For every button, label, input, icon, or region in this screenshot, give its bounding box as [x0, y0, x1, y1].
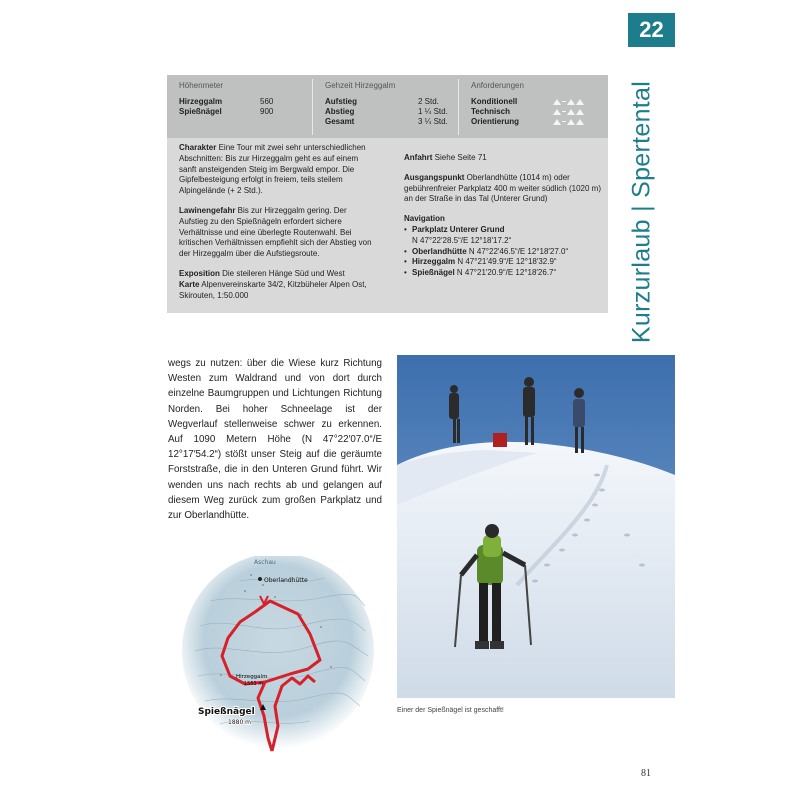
- nav-item: [404, 225, 604, 247]
- triangle-icon: [553, 109, 561, 115]
- hoehenmeter-value: 900: [260, 107, 274, 116]
- map-label-aschau: Aschau: [254, 559, 276, 566]
- nav-label: Parkplatz Unterer Grund: [412, 224, 505, 234]
- map-label-hirzeggalm: Hirzeggalm: [236, 674, 268, 680]
- hoehenmeter-header: Höhenmeter: [179, 81, 224, 90]
- lawinen-paragraph: [179, 206, 375, 260]
- nav-item: [404, 247, 604, 258]
- anfahrt-paragraph: [404, 153, 604, 164]
- nav-item: [404, 268, 604, 279]
- triangle-icon: [567, 109, 575, 115]
- anforderungen-label: Orientierung: [471, 117, 520, 126]
- nav-coord: N 47°21′20.9“/E 12°18′26.7“: [454, 268, 557, 278]
- nav-coord: N 47°22′28.5“/E 12°18′17.2“: [412, 235, 512, 245]
- exposition-label: Exposition: [179, 268, 220, 278]
- gehzeit-value: 3 ¼ Std.: [418, 117, 448, 126]
- anforderungen-header: Anforderungen: [471, 81, 524, 90]
- anforderungen-row: [471, 117, 519, 127]
- ausgang-text: Oberlandhütte (1014 m) oder gebührenfreier Parkplatz 400 m weiter südlich (1020 m) an der Straße in das Tal (Unterer Grund): [404, 172, 601, 204]
- nav-label: Spießnägel: [412, 268, 455, 278]
- gehzeit-row: [325, 107, 448, 117]
- charakter-label: Charakter: [179, 143, 217, 152]
- dash-icon: [562, 121, 566, 122]
- triangle-icon: [567, 119, 575, 125]
- page-tab: 22: [628, 13, 675, 47]
- exposition-paragraph: [179, 269, 375, 280]
- nav-label: Oberlandhütte: [412, 246, 467, 256]
- map-label-spiessnaegel: Spießnägel: [198, 707, 255, 717]
- gehzeit-label: Abstieg: [325, 107, 355, 116]
- karte-label: Karte: [179, 279, 200, 289]
- charakter-text: Eine Tour mit zwei sehr unterschiedlichen Abschnitten: Bis zur Hirzeggalm geht es auf einem sanft ansteigenden Steig im Bergwald empor. Die Gipfelbesteigung erfolgt in freiem, teils steilem Alpingelände (+ 2 Std.).: [179, 143, 366, 196]
- hoehenmeter-label: Hirzeggalm: [179, 97, 223, 106]
- triangle-icon: [576, 119, 584, 125]
- anforderungen-row: [471, 107, 510, 117]
- difficulty-rating: [553, 117, 585, 127]
- charakter-paragraph: [179, 143, 375, 197]
- side-title: [622, 70, 662, 354]
- exposition-text: Die steileren Hänge Süd und West: [219, 268, 345, 278]
- hoehenmeter-row: [179, 97, 274, 107]
- gehzeit-value: 1 ¼ Std.: [418, 107, 448, 116]
- dash-icon: [562, 111, 566, 112]
- anforderungen-row: [471, 97, 517, 107]
- side-title-text: Kurzurlaub | Spertental: [627, 80, 656, 344]
- triangle-icon: [553, 119, 561, 125]
- lawinen-text: Bis zur Hirzeggalm gering. Der Aufstieg zu den Spießnägeln erfordert sichere Verhältnisse und eine überlegte Routenwahl. Bei kritischen Verhältnissen empfiehlt sich der Abstieg von der Hirzeggalm über die Aufstiegsroute.: [179, 205, 372, 259]
- dash-icon: [562, 101, 566, 102]
- gehzeit-column: [313, 75, 458, 138]
- snowshoe-photo: [397, 355, 675, 698]
- navigation-section: [404, 214, 604, 279]
- ausgang-paragraph: [404, 173, 604, 205]
- nav-coord: N 47°22′46.5“/E 12°18′27.0“: [466, 246, 569, 256]
- difficulty-rating: [553, 97, 585, 107]
- anfahrt-label: Anfahrt: [404, 153, 433, 162]
- hoehenmeter-column: [167, 75, 302, 138]
- map-label-spiessnaegel-alt: 1880 m: [228, 719, 252, 726]
- triangle-icon: [553, 99, 561, 105]
- gehzeit-row: [325, 97, 439, 107]
- map-label-hirzeggalm-alt: 1553 m: [244, 681, 264, 687]
- karte-paragraph: [179, 280, 375, 302]
- nav-item: [404, 257, 604, 268]
- page-number: 81: [641, 768, 651, 779]
- difficulty-rating: [553, 107, 585, 117]
- hoehenmeter-label: Spießnägel: [179, 107, 222, 116]
- hoehenmeter-value: 560: [260, 97, 274, 106]
- gehzeit-label: Gesamt: [325, 117, 355, 126]
- anforderungen-label: Technisch: [471, 107, 510, 116]
- photo-caption: Einer der Spießnägel ist geschafft!: [397, 707, 504, 714]
- gehzeit-label: Aufstieg: [325, 97, 357, 106]
- anforderungen-label: Konditionell: [471, 97, 518, 106]
- route-map-graphic: [180, 556, 375, 766]
- karte-text: Alpenvereinskarte 34/2, Kitzbüheler Alpen Ost, Skirouten, 1:50.000: [179, 279, 367, 300]
- anfahrt-text: Siehe Seite 71: [432, 153, 487, 162]
- hoehenmeter-row: [179, 107, 274, 117]
- triangle-icon: [576, 109, 584, 115]
- gehzeit-row: [325, 117, 448, 127]
- body-text: wegs zu nutzen: über die Wiese kurz Richtung Westen zum Waldrand und von dort durch einzelne Baumgruppen und Lichtungen Richtung Norden. Bei hoher Schneelage ist der Wegverlauf stellenweise schwer zu erkennen. Auf 1090 Metern Höhe (N 47°22′07.0“/E 12°17′54.2“) stößt unser Steig auf die geräumte Forststraße, die in den Unteren Grund führt. Wir wenden uns nach rechts ab und gelangen auf diesem Weg zurück zum großen Parkplatz und zur Oberlandhütte.: [168, 358, 382, 522]
- nav-label: Hirzeggalm: [412, 257, 456, 267]
- gehzeit-value: 2 Std.: [418, 97, 439, 106]
- details-left: [179, 143, 375, 310]
- navigation-label: Navigation: [404, 214, 445, 224]
- tour-summary-header: [167, 75, 608, 138]
- tour-info-panel: [167, 75, 608, 313]
- triangle-icon: [567, 99, 575, 105]
- details-right: [404, 153, 604, 279]
- route-map: [180, 556, 375, 766]
- nav-coord: N 47°21′49.9“/E 12°18′32.9“: [455, 257, 557, 267]
- lawinen-label: Lawinengefahr: [179, 205, 236, 215]
- triangle-icon: [576, 99, 584, 105]
- map-label-oberlandhuette: Oberlandhütte: [264, 577, 308, 584]
- gehzeit-header: Gehzeit Hirzeggalm: [325, 81, 396, 90]
- anforderungen-column: [459, 75, 608, 138]
- ausgang-label: Ausgangspunkt: [404, 172, 465, 182]
- snowshoe-scene: [397, 355, 675, 698]
